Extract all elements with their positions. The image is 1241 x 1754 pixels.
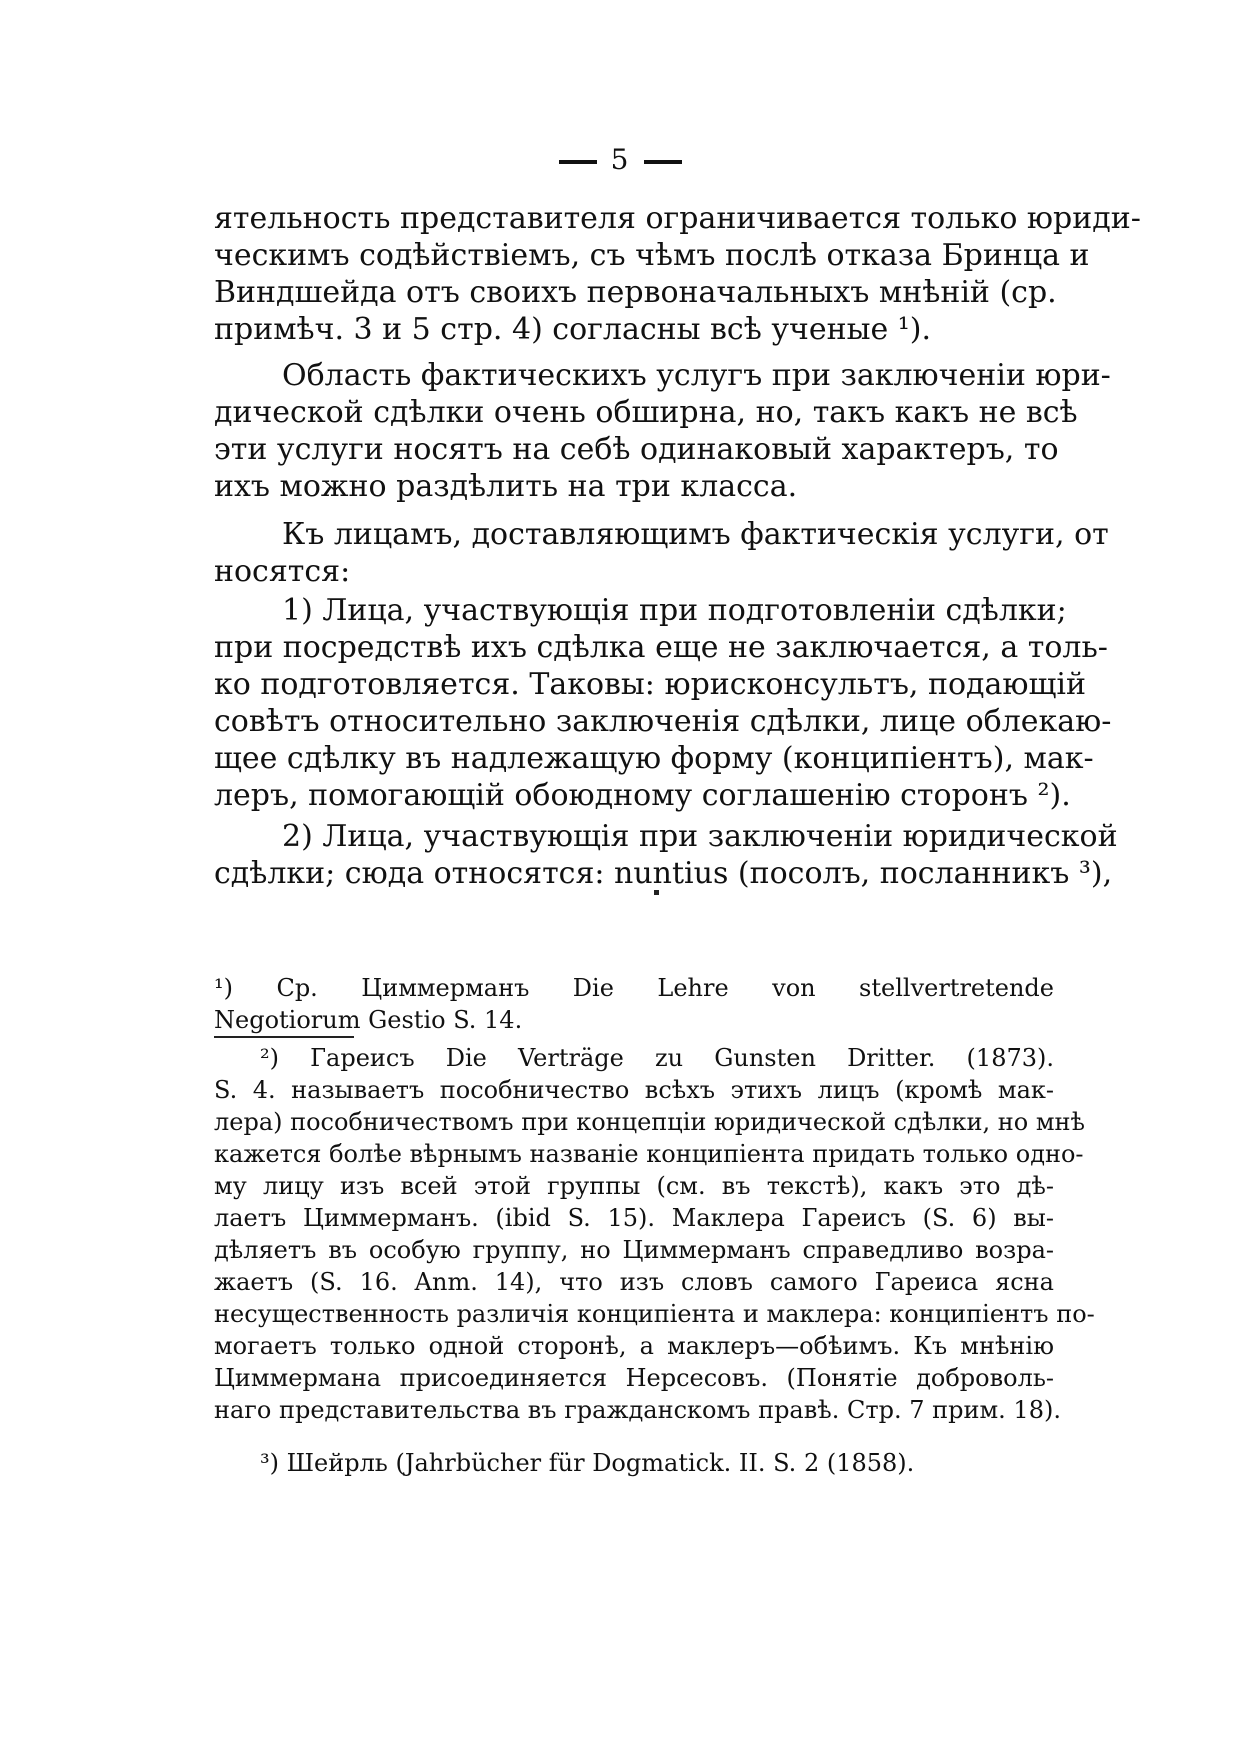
footnote-line: лера) пособничествомъ при концепцiи юридической сдѣлки, но мнѣ: [214, 1108, 1086, 1136]
text-line: Къ лицамъ, доставляющимъ фактическiя услуги, от: [282, 517, 1109, 552]
footnote-line: Negotiorum Gestio S. 14.: [214, 1006, 523, 1034]
footnote-line: Циммермана присоединяется Нерсесовъ. (Понятiе доброволь-: [214, 1364, 1054, 1392]
text-line: леръ, помогающiй обоюдному соглашенiю сторонъ ²).: [214, 778, 1071, 813]
footnote-line: наго представительства въ гражданскомъ правѣ. Стр. 7 прим. 18).: [214, 1396, 1061, 1424]
text-line: ятельность представителя ограничивается только юриди-: [214, 201, 1141, 236]
footnote-line: S. 4. называетъ пособничество всѣхъ этихъ лицъ (кромѣ мак-: [214, 1076, 1054, 1104]
paragraph-4: [214, 592, 1112, 814]
footnote-line: несущественность различiя конципiента и маклера: конципiентъ по-: [214, 1300, 1095, 1328]
footnote-line: могаетъ только одной сторонѣ, а маклеръ—обѣимъ. Къ мнѣнiю: [214, 1332, 1054, 1360]
footnote-2: [214, 1042, 1095, 1426]
text-line: ческимъ содѣйствiемъ, съ чѣмъ послѣ отказа Бринца и: [214, 238, 1090, 273]
paragraph-1: [214, 200, 1141, 348]
text-line: 1) Лица, участвующiя при подготовленiи сдѣлки;: [282, 593, 1067, 628]
paragraph-5: [214, 818, 1118, 892]
paragraph-2: [214, 357, 1111, 505]
text-line: носятся:: [214, 554, 351, 589]
text-line: примѣч. 3 и 5 стр. 4) согласны всѣ ученые ¹).: [214, 312, 932, 347]
footnote-line: ³) Шейрль (Jahrbücher für Dogmatick. II. S. 2 (1858).: [260, 1449, 915, 1477]
footnote-1: [214, 972, 1054, 1036]
text-line: Виндшейда отъ своихъ первоначальныхъ мнѣнiй (ср.: [214, 275, 1057, 310]
text-line: совѣтъ относительно заключенiя сдѣлки, лице облекаю-: [214, 704, 1112, 739]
text-line: ко подготовляется. Таковы: юрисконсультъ, подающiй: [214, 667, 1086, 702]
page-number: [0, 143, 1241, 176]
footnote-line: ²) Гареисъ Die Verträge zu Gunsten Dritter. (1873).: [260, 1044, 1054, 1072]
footnote-line: ¹) Ср. Циммерманъ Die Lehre von stellvertretende: [214, 974, 1054, 1002]
paragraph-3: [214, 516, 1109, 590]
footnote-line: му лицу изъ всей этой группы (см. въ текстѣ), какъ это дѣ-: [214, 1172, 1054, 1200]
footnote-line: жаетъ (S. 16. Anm. 14), что изъ словъ самого Гареиса ясна: [214, 1268, 1054, 1296]
text-line: щее сдѣлку въ надлежащую форму (конципiентъ), мак-: [214, 741, 1094, 776]
footnote-line: дѣляетъ въ особую группу, но Циммерманъ справедливо возра-: [214, 1236, 1054, 1264]
text-line: 2) Лица, участвующiя при заключенiи юридической: [282, 819, 1118, 854]
text-line: эти услуги носятъ на себѣ одинаковый характеръ, то: [214, 432, 1059, 467]
dash-right: [644, 160, 682, 164]
dash-left: [559, 160, 597, 164]
text-line: сдѣлки; сюда относятся: nuntius (посолъ, посланникъ ³),: [214, 856, 1113, 891]
footnote-divider: [214, 1036, 354, 1038]
text-line: дической сдѣлки очень обширна, но, такъ какъ не всѣ: [214, 395, 1078, 430]
text-line: ихъ можно раздѣлить на три класса.: [214, 469, 798, 504]
page-number-value: 5: [610, 143, 631, 176]
footnote-line: лаетъ Циммерманъ. (ibid S. 15). Маклера Гареисъ (S. 6) вы-: [214, 1204, 1054, 1232]
text-line: Область фактическихъ услугъ при заключенiи юри-: [282, 358, 1111, 393]
footnote-3: [214, 1447, 1054, 1479]
text-line: при посредствѣ ихъ сдѣлка еще не заключается, а толь-: [214, 630, 1108, 665]
footnote-line: кажется болѣе вѣрнымъ названiе конципiента придать только одно-: [214, 1140, 1084, 1168]
